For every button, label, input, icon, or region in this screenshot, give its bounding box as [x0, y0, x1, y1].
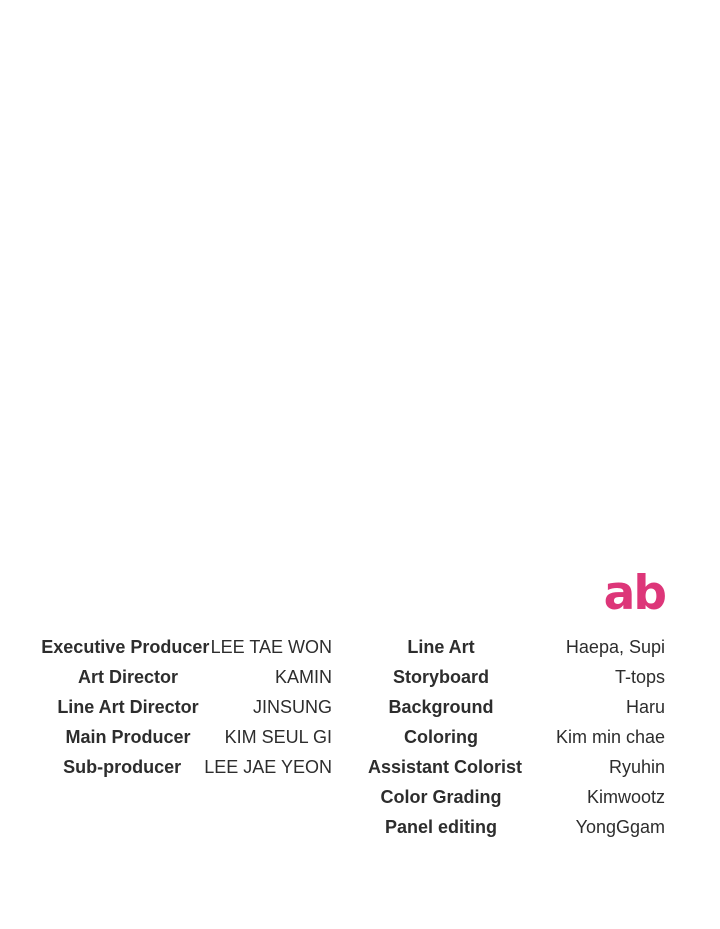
credit-name: Ryuhin [608, 756, 665, 777]
credit-name: LEE TAE WON [210, 636, 332, 657]
credit-row [368, 812, 665, 842]
credit-name: Haepa, Supi [565, 636, 665, 657]
credit-row [368, 692, 665, 722]
credit-name: KAMIN [274, 666, 332, 687]
credit-row [368, 782, 665, 812]
credit-row [40, 632, 332, 662]
credit-row [40, 722, 332, 752]
credit-row [368, 632, 665, 662]
credit-row [368, 662, 665, 692]
credit-role: Storyboard [392, 666, 489, 687]
credit-role: Color Grading [380, 786, 502, 807]
credit-name: T-tops [614, 666, 665, 687]
credit-role: Executive Producer [41, 636, 210, 657]
credit-name: Kimwootz [586, 786, 665, 807]
credit-role: Sub-producer [63, 756, 182, 777]
credit-role: Assistant Colorist [368, 756, 523, 777]
credit-name: JINSUNG [252, 696, 332, 717]
credit-name: Kim min chae [555, 726, 665, 747]
credit-row [368, 722, 665, 752]
credit-row [40, 692, 332, 722]
credit-role: Main Producer [65, 726, 191, 747]
credit-name: KIM SEUL GI [224, 726, 332, 747]
credit-row [40, 752, 332, 782]
studio-logo: ab [603, 566, 665, 621]
credit-name: Haru [625, 696, 665, 717]
credit-name: YongGgam [575, 816, 665, 837]
credit-role: Art Director [77, 666, 179, 687]
credits-column-right [368, 632, 665, 842]
credit-role: Coloring [404, 726, 478, 747]
credit-row [40, 662, 332, 692]
credits-column-left [40, 632, 332, 782]
credit-name: LEE JAE YEON [204, 756, 332, 777]
credit-role: Line Art Director [57, 696, 199, 717]
credit-role: Background [388, 696, 494, 717]
credit-row [368, 752, 665, 782]
credit-role: Panel editing [384, 816, 498, 837]
credit-role: Line Art [407, 636, 475, 657]
